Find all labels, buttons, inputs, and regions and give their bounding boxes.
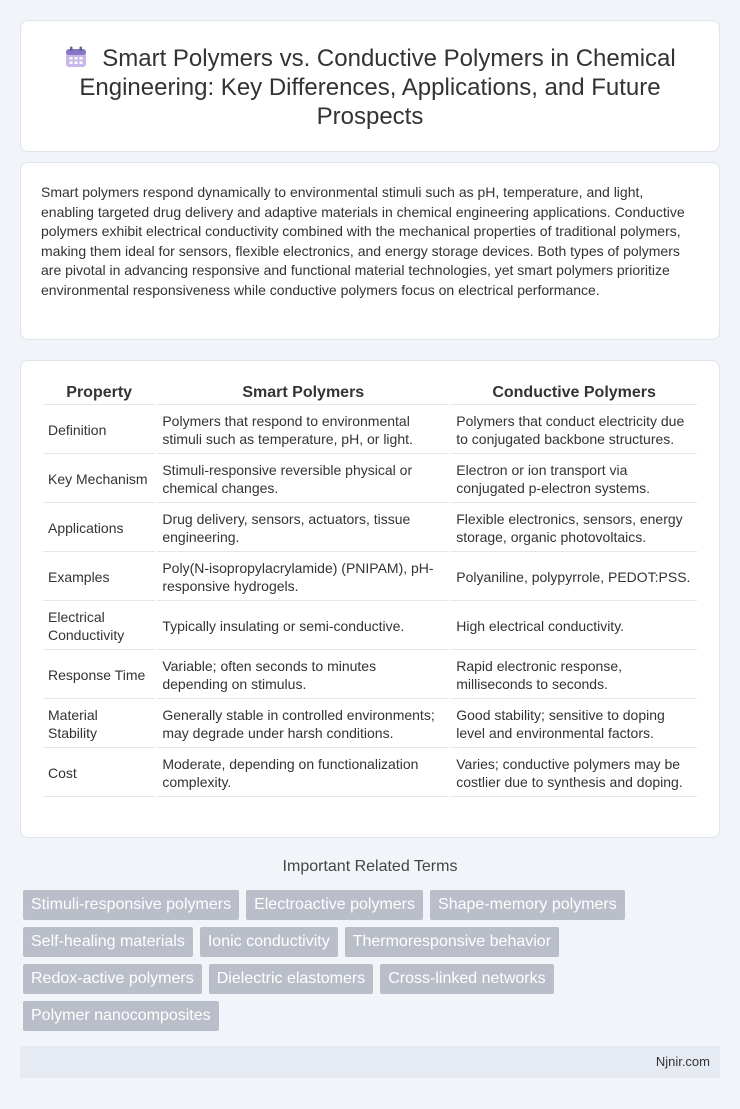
smart-polymers-cell: Variable; often seconds to minutes depending on stimulus. xyxy=(157,652,449,699)
related-term-tag[interactable]: Electroactive polymers xyxy=(246,890,423,920)
smart-polymers-cell: Moderate, depending on functionalization complexity. xyxy=(157,750,449,797)
table-row xyxy=(43,652,697,699)
property-cell: Examples xyxy=(43,554,155,601)
related-term-tag[interactable]: Polymer nanocomposites xyxy=(23,1001,219,1031)
conductive-polymers-cell: Polymers that conduct electricity due to conjugated backbone structures. xyxy=(451,407,697,454)
title-card xyxy=(20,20,720,152)
property-cell: Key Mechanism xyxy=(43,456,155,503)
related-terms-list xyxy=(23,890,723,1031)
page-title-wrap xyxy=(51,44,689,131)
related-term-tag[interactable]: Self-healing materials xyxy=(23,927,193,957)
table-header-row xyxy=(43,383,697,405)
smart-polymers-cell: Poly(N-isopropylacrylamide) (PNIPAM), pH-responsive hydrogels. xyxy=(157,554,449,601)
property-cell: Definition xyxy=(43,407,155,454)
intro-paragraph: Smart polymers respond dynamically to environmental stimuli such as pH, temperature, and light, enabling targeted drug delivery and adaptive materials in chemical engineering applications. Conductive polymers exhibit electrical conductivity combined with the mechanical properties of traditional polymers, making them ideal for sensors, flexible electronics, and energy storage devices. Both types of polymers are pivotal in advancing responsive and functional material technologies, yet smart polymers prioritize environmental responsiveness while conductive polymers focus on electrical performance. xyxy=(41,184,685,298)
conductive-polymers-cell: Varies; conductive polymers may be costlier due to synthesis and doping. xyxy=(451,750,697,797)
table-row xyxy=(43,554,697,601)
table-row xyxy=(43,505,697,552)
related-term-tag[interactable]: Dielectric elastomers xyxy=(209,964,373,994)
property-cell: Applications xyxy=(43,505,155,552)
calendar-icon xyxy=(64,45,88,69)
conductive-polymers-cell: Flexible electronics, sensors, energy storage, organic photovoltaics. xyxy=(451,505,697,552)
footer-site-name[interactable]: Njnir.com xyxy=(655,1054,710,1069)
smart-polymers-cell: Stimuli-responsive reversible physical or chemical changes. xyxy=(157,456,449,503)
intro-card xyxy=(20,162,720,340)
conductive-polymers-cell: Polyaniline, polypyrrole, PEDOT:PSS. xyxy=(451,554,697,601)
smart-polymers-cell: Polymers that respond to environmental stimuli such as temperature, pH, or light. xyxy=(157,407,449,454)
comparison-table xyxy=(41,381,699,799)
related-term-tag[interactable]: Thermoresponsive behavior xyxy=(345,927,559,957)
comparison-table-card xyxy=(20,360,720,838)
column-header: Conductive Polymers xyxy=(451,383,697,405)
property-cell: Material Stability xyxy=(43,701,155,748)
table-row xyxy=(43,407,697,454)
conductive-polymers-cell: Electron or ion transport via conjugated p-electron systems. xyxy=(451,456,697,503)
table-row xyxy=(43,456,697,503)
property-cell: Electrical Conductivity xyxy=(43,603,155,650)
related-terms-heading: Important Related Terms xyxy=(282,858,458,875)
related-term-tag[interactable]: Ionic conductivity xyxy=(200,927,338,957)
property-cell: Response Time xyxy=(43,652,155,699)
property-cell: Cost xyxy=(43,750,155,797)
conductive-polymers-cell: Rapid electronic response, milliseconds to seconds. xyxy=(451,652,697,699)
table-row xyxy=(43,750,697,797)
related-term-tag[interactable]: Shape-memory polymers xyxy=(430,890,625,920)
related-term-tag[interactable]: Stimuli-responsive polymers xyxy=(23,890,239,920)
smart-polymers-cell: Drug delivery, sensors, actuators, tissue engineering. xyxy=(157,505,449,552)
related-term-tag[interactable]: Cross-linked networks xyxy=(380,964,553,994)
conductive-polymers-cell: Good stability; sensitive to doping level and environmental factors. xyxy=(451,701,697,748)
column-header: Smart Polymers xyxy=(157,383,449,405)
page-title: Smart Polymers vs. Conductive Polymers in Chemical Engineering: Key Differences, Applications, and Future Prospects xyxy=(79,45,676,130)
table-row xyxy=(43,701,697,748)
smart-polymers-cell: Generally stable in controlled environments; may degrade under harsh conditions. xyxy=(157,701,449,748)
conductive-polymers-cell: High electrical conductivity. xyxy=(451,603,697,650)
footer-bar xyxy=(20,1046,720,1078)
table-row xyxy=(43,603,697,650)
column-header: Property xyxy=(43,383,155,405)
related-term-tag[interactable]: Redox-active polymers xyxy=(23,964,202,994)
smart-polymers-cell: Typically insulating or semi-conductive. xyxy=(157,603,449,650)
